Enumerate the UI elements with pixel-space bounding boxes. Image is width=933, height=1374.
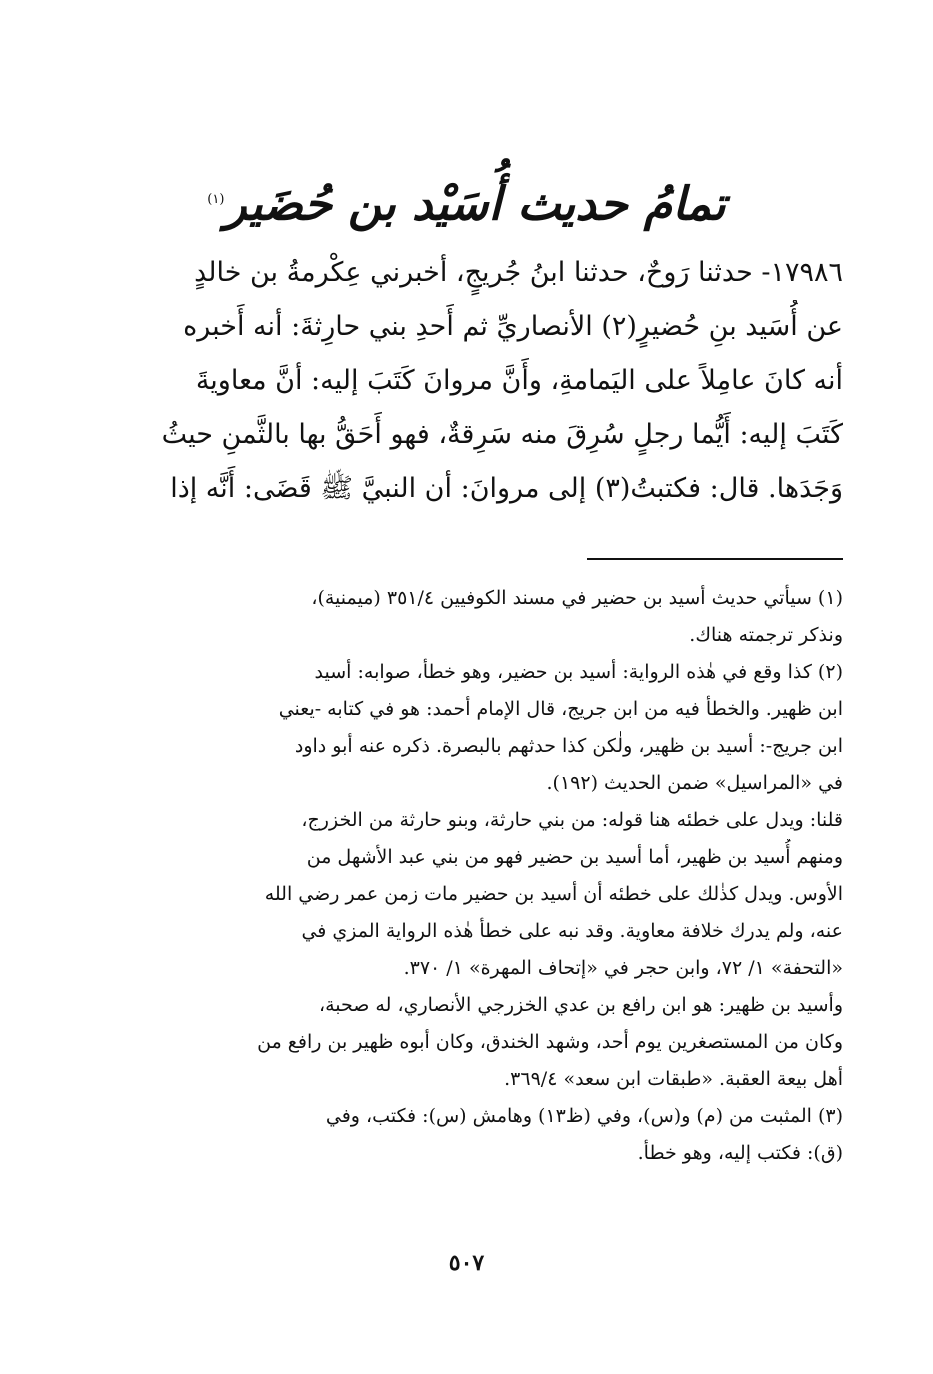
footnote-2-line-1: (٢) كذا وقع في هٰذه الرواية: أسيد بن حضير، وهو خطأ، صوابه: أسيد bbox=[314, 661, 843, 683]
hadith-line-5: وَجَدَها. قال: فكتبتُ(٣) إلى مروانَ: أن النبيَّ ﷺ قَضَى: أَنَّه إذا bbox=[170, 473, 843, 504]
chapter-title-text: تمامُ حديث أُسَيْد بن حُضَير bbox=[224, 176, 726, 231]
footnote-3-line-1: (٣) المثبت من (م) و(س)، وفي (ظ١٣) وهامش (س): فكتب، وفي bbox=[325, 1105, 843, 1127]
footnotes bbox=[91, 580, 843, 1172]
hadith-line-4: كَتَبَ إليه: أَيُّما رجلٍ سُرِقَ منه سَرِقةٌ، فهو أَحَقُّ بها بالثَّمنِ حيثُ bbox=[161, 419, 843, 450]
hadith-text bbox=[91, 246, 843, 516]
footnote-2-line-12: أهل بيعة العقبة. «طبقات ابن سعد» ٣٦٩/٤. bbox=[504, 1068, 843, 1090]
page-number: ٥٠٧ bbox=[448, 1250, 485, 1276]
footnote-2-line-10: وأسيد بن ظهير: هو ابن رافع بن عدي الخزرجي الأنصاري، له صحبة، bbox=[318, 994, 843, 1016]
footnote-2-line-6: ومنهم أُسيد بن ظهير، أما أسيد بن حضير فهو من بني عبد الأشهل من bbox=[306, 846, 843, 868]
hadith-line-2: عن أُسَيد بنِ حُضيرٍ(٢) الأنصاريِّ ثم أَحدِ بني حارِثةَ: أنه أَخبره bbox=[183, 311, 843, 342]
footnote-2-line-5: قلنا: ويدل على خطئه هنا قوله: من بني حارثة، وبنو حارثة من الخزرج، bbox=[301, 809, 843, 831]
footnote-2-line-3: ابن جريج-: أسيد بن ظهير، ولٰكن كذا حدثهم بالبصرة. ذكره عنه أبو داود bbox=[294, 735, 843, 757]
footnote-separator bbox=[587, 558, 843, 560]
footnote-1-line-2: ونذكر ترجمته هناك. bbox=[689, 624, 843, 646]
footnote-1-line-1: (١) سيأتي حديث أسيد بن حضير في مسند الكوفيين ٣٥١/٤ (ميمنية)، bbox=[311, 587, 843, 609]
footnote-2-line-2: ابن ظهير. والخطأ فيه من ابن جريج، قال الإمام أحمد: هو في كتابه -يعني bbox=[278, 698, 843, 720]
footnote-2-line-8: عنه، ولم يدرك خلافة معاوية. وقد نبه على خطأ هٰذه الرواية المزي في bbox=[301, 920, 843, 942]
hadith-line-3: أنه كانَ عامِلاً على اليَمامةِ، وأَنَّ مروانَ كَتَبَ إليه: أنَّ معاويةَ bbox=[195, 365, 843, 396]
hadith-line-1: ١٧٩٨٦- حدثنا رَوحٌ، حدثنا ابنُ جُريجٍ، أخبرني عِكْرمةُ بن خالدٍ bbox=[194, 257, 843, 288]
title-footnote-ref: (١) bbox=[207, 192, 225, 207]
footnote-2-line-9: «التحفة» ١/ ٧٢، وابن حجر في «إتحاف المهرة» ١/ ٣٧٠. bbox=[403, 957, 843, 979]
footnote-3-line-2: (ق): فكتب إليه، وهو خطأ. bbox=[637, 1142, 843, 1164]
chapter-title bbox=[150, 165, 783, 238]
footnote-2-line-11: وكان من المستصغرين يوم أحد، وشهد الخندق، وكان أبوه ظهير بن رافع من bbox=[257, 1031, 843, 1053]
footnote-2-line-4: في «المراسيل» ضمن الحديث (١٩٢). bbox=[546, 772, 843, 794]
footnote-2-line-7: الأوس. ويدل كذٰلك على خطئه أن أسيد بن حضير مات زمن عمر رضي الله bbox=[264, 883, 843, 905]
